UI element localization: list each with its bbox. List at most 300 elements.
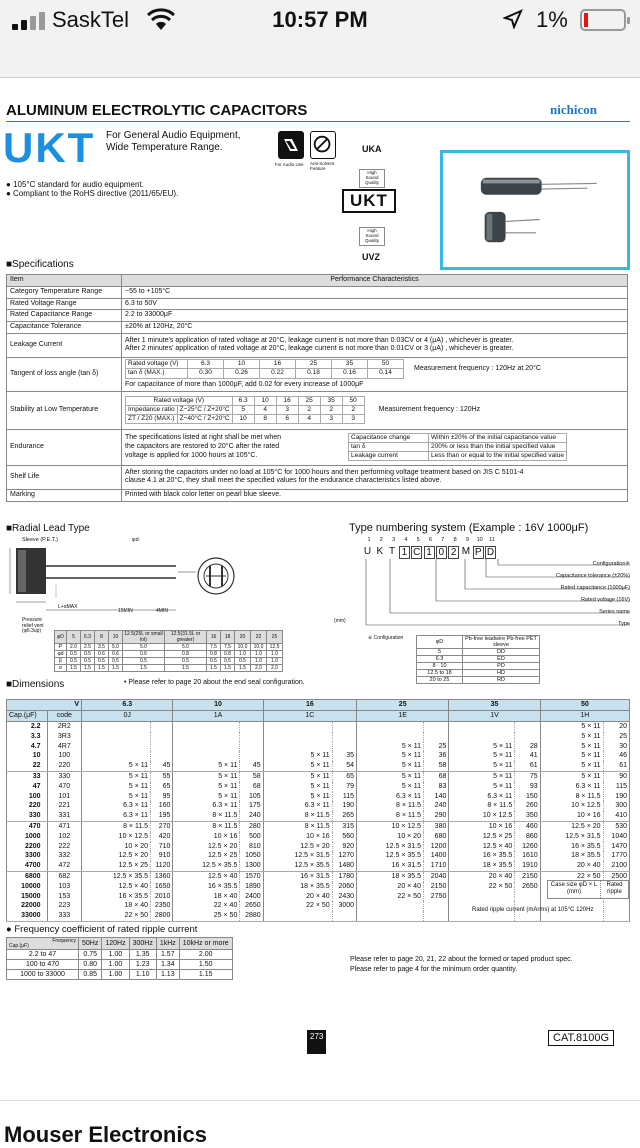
ripple-current: 810	[240, 842, 263, 852]
ripple-current	[332, 722, 356, 732]
shelf-text-1: After storing the capacitors under no load at 105°C for 1000 hours and then performing voltage treatment based on JIS C 5101-4	[125, 468, 524, 476]
case-size: 16 × 31.5	[263, 871, 332, 881]
cap-value: 10	[7, 751, 48, 761]
case-size: 5 × 11	[82, 782, 151, 792]
case-size: 5 × 11	[449, 771, 515, 781]
case-size: 6.3 × 11	[357, 792, 424, 802]
case-size	[173, 732, 240, 742]
ripple-current	[240, 722, 263, 732]
ripple-current: 20	[603, 722, 629, 732]
ripple-note: Rated ripple current (mArms) at 105°C 120Hz	[472, 907, 594, 913]
ripple-current: 115	[603, 782, 629, 792]
case-size	[173, 742, 240, 752]
config-title: ※ Configuration	[368, 635, 404, 641]
type-char: 2	[448, 546, 459, 559]
cap-value: 47	[7, 782, 48, 792]
stab-cell: 6.3	[232, 397, 254, 406]
ripple-current	[423, 732, 448, 742]
ripple-current	[332, 732, 356, 742]
case-size: 5 × 11	[357, 761, 424, 771]
ripple-current: 2060	[332, 882, 356, 892]
case-size	[173, 751, 240, 761]
end-text-3: voltage is applied for 1000 hours at 105°C.	[125, 451, 258, 459]
type-digit: 7	[441, 537, 445, 543]
ripple-current: 25	[603, 732, 629, 742]
ripple-current: 500	[240, 832, 263, 842]
stab-cell: 5	[232, 406, 254, 415]
case-size: 18 × 35.5	[263, 882, 332, 892]
case-size: 5 × 11	[82, 792, 151, 802]
ripple-current: 270	[151, 821, 173, 831]
freq-cell: 0.85	[79, 970, 102, 980]
lead-head: 12.5(25L or small lot)	[124, 631, 163, 643]
stab-cell: 50	[342, 397, 364, 406]
case-size: 25 × 50	[173, 911, 240, 921]
freq-cell: 1.00	[102, 960, 129, 970]
tan-cell: 50	[368, 360, 404, 369]
lead-cell: φd	[55, 651, 67, 658]
ripple-current: 55	[151, 771, 173, 781]
lead-spacing-table	[54, 630, 283, 672]
ripple-current: 2430	[332, 892, 356, 902]
case-size: 6.3 × 11	[82, 811, 151, 821]
cfg-cell: 20 to 25	[417, 677, 463, 684]
ripple-current: 68	[240, 782, 263, 792]
cap-value: 330	[7, 811, 48, 821]
cap-value: 2.2	[7, 722, 48, 732]
leak-text-2: After 2 minutes' application of rated voltage at 20°C, leakage current is not more than 0.01CV or 3 (μA) , whichever is greater.	[125, 345, 514, 353]
freq-head: 50Hz	[79, 938, 102, 950]
case-size: 12.5 × 35.5	[357, 851, 424, 861]
lead-cell: 1.5	[67, 665, 81, 672]
cap-code: 682	[47, 871, 82, 881]
spec-val: ±20% at 120Hz, 20°C	[122, 322, 628, 334]
case-size: 5 × 11	[263, 771, 332, 781]
freq-cell: 0.80	[79, 960, 102, 970]
cap-code: 472	[47, 861, 82, 871]
cfg-cell: HD	[463, 670, 540, 677]
ripple-current: 2100	[603, 861, 629, 871]
ripple-current: 58	[240, 771, 263, 781]
lead-cell: 1.0	[235, 651, 251, 658]
case-size	[357, 732, 424, 742]
ripple-current: 265	[332, 811, 356, 821]
spec-val: 6.3 to 50V	[122, 298, 628, 310]
case-size	[357, 901, 424, 911]
voltage-head: 10	[173, 700, 263, 711]
case-size: 12.5 × 20	[540, 821, 603, 831]
lead-head: 18	[221, 631, 235, 644]
ripple-current: 75	[515, 771, 540, 781]
series-name: UKT	[3, 124, 96, 171]
lead-cell: 2.0	[251, 665, 267, 672]
case-size: 6.3 × 11	[449, 792, 515, 802]
case-size: 16 × 35.5	[82, 892, 151, 902]
case-size	[263, 911, 332, 921]
icon-label-solvent: Anti-Solvent Feature	[310, 161, 335, 171]
note-formed: Please refer to page 20, 21, 22 about the formed or taped product spec.	[350, 956, 573, 963]
ripple-current: 2800	[151, 911, 173, 921]
end-val: Within ±20% of the initial capacitance value	[429, 434, 567, 443]
case-size: 16 × 35.5	[173, 882, 240, 892]
cfg-cell: RD	[463, 677, 540, 684]
lead-cell: 0.6	[123, 651, 165, 658]
lead-cell: 0.5	[207, 658, 221, 665]
cap-value: 220	[7, 801, 48, 811]
table-row	[7, 782, 630, 792]
stab-cell: Z−25°C / Z+20°C	[177, 406, 232, 415]
lead-head: 25	[267, 631, 283, 644]
case-size: 8 × 11.5	[540, 792, 603, 802]
table-row	[7, 801, 630, 811]
ripple-current: 1120	[151, 861, 173, 871]
table-row	[7, 821, 630, 831]
end-text-2: the capacitors are restored to 20°C after the rated	[125, 442, 280, 450]
lead-cell: 0.8	[207, 651, 221, 658]
ripple-current: 61	[515, 761, 540, 771]
cfg-cell: DD	[463, 649, 540, 656]
min4-label: 4MIN	[156, 608, 168, 614]
ripple-current: 36	[423, 751, 448, 761]
ripple-current: 290	[423, 811, 448, 821]
radial-lead-title: ■Radial Lead Type	[6, 523, 90, 534]
type-char: 0	[436, 546, 447, 559]
ripple-current: 2880	[240, 911, 263, 921]
address-bar[interactable]	[0, 40, 640, 78]
ripple-current: 1200	[423, 842, 448, 852]
ripple-current: 710	[151, 842, 173, 852]
cap-value: 3300	[7, 851, 48, 861]
tan-cell: 6.3	[188, 360, 224, 369]
lead-cell: 2.0	[267, 665, 283, 672]
case-size: 5 × 11	[357, 771, 424, 781]
type-char: T	[389, 546, 396, 557]
spec-key: Rated Capacitance Range	[7, 310, 122, 322]
legend-ripple: Rated ripple	[600, 881, 628, 898]
mm-label: (mm)	[334, 618, 346, 624]
case-size: 16 × 31.5	[357, 861, 424, 871]
product-photo	[440, 150, 630, 270]
ripple-current: 54	[332, 761, 356, 771]
ripple-current: 1610	[515, 851, 540, 861]
case-size: 5 × 11	[540, 771, 603, 781]
table-row	[7, 832, 630, 842]
cap-code: 471	[47, 821, 82, 831]
ripple-current: 1570	[240, 871, 263, 881]
freq-cell: 1.35	[129, 950, 156, 960]
pressure-label: Pressure relief vent (φ6.3up)	[22, 617, 44, 634]
voltage-code: 0J	[82, 711, 173, 722]
spec-key: Stability at Low Temperature	[7, 391, 122, 429]
ripple-current: 2150	[515, 871, 540, 881]
note-moq: Please refer to page 4 for the minimum order quantity.	[350, 966, 518, 973]
case-size: 16 × 35.5	[540, 842, 603, 852]
lead-head: 16	[207, 631, 221, 644]
lead-cell: 1.0	[251, 658, 267, 665]
lead-cell: 0.6	[95, 651, 109, 658]
end-text-1: The specifications listed at right shall be met when	[125, 434, 282, 442]
code-head: code	[47, 711, 82, 722]
case-size: 5 × 11	[540, 751, 603, 761]
ripple-current: 1650	[151, 882, 173, 892]
type-label: Type	[618, 621, 630, 627]
lead-cell: 3.5	[95, 644, 109, 651]
freq-cell: 1.00	[102, 950, 129, 960]
ripple-current: 1770	[603, 851, 629, 861]
lead-dia-label: φd	[132, 537, 139, 543]
battery-percent: 1%	[536, 7, 568, 32]
ripple-current: 260	[515, 801, 540, 811]
case-size: 5 × 11	[82, 771, 151, 781]
case-size: 10 × 12.5	[357, 821, 424, 831]
cap-value: 15000	[7, 892, 48, 902]
freq-corner-top: Frequency	[52, 938, 76, 944]
ripple-current: 61	[603, 761, 629, 771]
type-digit: 3	[392, 537, 396, 543]
stability-table	[125, 396, 365, 424]
type-digit: 1	[367, 537, 371, 543]
cap-value: 22000	[7, 901, 48, 911]
shelf-text-2: clause 4.1 at 20°C, they shall meet the specified values for the endurance characteristics listed above.	[125, 477, 442, 485]
cap-code: 3R3	[47, 732, 82, 742]
ripple-current: 45	[240, 761, 263, 771]
case-size: 6.3 × 11	[82, 801, 151, 811]
case-size: 5 × 11	[263, 792, 332, 802]
cap-code: 103	[47, 882, 82, 892]
case-size	[82, 732, 151, 742]
ripple-current: 1050	[240, 851, 263, 861]
spec-key: Shelf Life	[7, 465, 122, 489]
table-row	[7, 751, 630, 761]
case-size	[263, 722, 332, 732]
case-size: 5 × 11	[263, 751, 332, 761]
case-size: 20 × 40	[357, 882, 424, 892]
freq-cell: 0.75	[79, 950, 102, 960]
freq-cell: 100 to 470	[7, 960, 79, 970]
case-size	[449, 892, 515, 902]
case-size: 5 × 11	[449, 761, 515, 771]
ripple-current: 195	[151, 811, 173, 821]
stab-cell: 8	[254, 415, 276, 424]
ripple-current: 2150	[423, 882, 448, 892]
spec-key: Leakage Current	[7, 333, 122, 357]
end-key: tan δ	[349, 443, 429, 452]
ripple-current	[603, 911, 629, 921]
tan-cell: 0.18	[296, 369, 332, 378]
case-size: 5 × 11	[540, 742, 603, 752]
tan-cell: 16	[260, 360, 296, 369]
cfg-cell: ED	[463, 656, 540, 663]
voltage-code: 1E	[357, 711, 449, 722]
case-size	[82, 722, 151, 732]
cap-code: 4R7	[47, 742, 82, 752]
table-row	[7, 742, 630, 752]
voltage-code: 1A	[173, 711, 263, 722]
voltage-code: 1V	[449, 711, 540, 722]
case-size: 22 × 50	[263, 901, 332, 911]
ripple-current: 1890	[240, 882, 263, 892]
ripple-current: 280	[240, 821, 263, 831]
case-size: 8 × 11.5	[82, 821, 151, 831]
stab-cell: 4	[298, 415, 320, 424]
ripple-current: 140	[423, 792, 448, 802]
catalog-number: CAT.8100G	[548, 1030, 614, 1046]
case-size: 12.5 × 40	[449, 842, 515, 852]
type-char: 1	[424, 546, 435, 559]
audio-use-icon	[278, 131, 304, 159]
cap-code: 333	[47, 911, 82, 921]
case-size	[263, 732, 332, 742]
case-size: 16 × 35.5	[449, 851, 515, 861]
lead-head: 8	[95, 631, 109, 644]
sleeve-label: Sleeve (P.E.T.)	[22, 537, 58, 543]
lead-cell: 1.5	[207, 665, 221, 672]
cap-code: 100	[47, 751, 82, 761]
type-digit: 10	[476, 537, 483, 543]
case-size: 12.5 × 20	[173, 842, 240, 852]
spec-key: Endurance	[7, 429, 122, 465]
type-digit: 5	[416, 537, 420, 543]
ripple-current	[515, 732, 540, 742]
ripple-current: 420	[151, 832, 173, 842]
case-size: 5 × 11	[173, 782, 240, 792]
voltage-head: 35	[449, 700, 540, 711]
tan-note: Measurement frequency : 120Hz at 20°C	[414, 364, 541, 372]
case-size: 10 × 16	[173, 832, 240, 842]
stab-cell: 6	[276, 415, 298, 424]
case-size: 18 × 40	[82, 901, 151, 911]
lead-cell: 1.0	[251, 651, 267, 658]
cfg-cell: 8 · 10	[417, 663, 463, 670]
case-size: 6.3 × 11	[540, 782, 603, 792]
stab-cell: 10	[232, 415, 254, 424]
case-size: 22 × 50	[82, 911, 151, 921]
lead-cell: 1.0	[267, 658, 283, 665]
uka-label: UKA	[362, 144, 382, 154]
cfg-cell: PD	[463, 663, 540, 670]
ripple-current: 65	[151, 782, 173, 792]
case-size	[357, 722, 424, 732]
case-size: 12.5 × 35.5	[82, 871, 151, 881]
carrier-name: SaskTel	[52, 7, 130, 32]
type-digit: 4	[404, 537, 408, 543]
ripple-current: 530	[603, 821, 629, 831]
cap-head: Cap.(μF)	[7, 711, 48, 722]
table-row	[7, 771, 630, 781]
ripple-current: 1260	[515, 842, 540, 852]
ripple-current: 90	[603, 771, 629, 781]
case-size: 12.5 × 25	[449, 832, 515, 842]
spec-val: Printed with black color letter on pearl blue sleeve.	[122, 489, 628, 501]
frequency-title: ● Frequency coefficient of rated ripple current	[6, 924, 198, 935]
lead-cell: 2.0	[67, 644, 81, 651]
case-size: 10 × 16	[449, 821, 515, 831]
lead-head: 10	[109, 631, 123, 644]
case-size: 10 × 20	[82, 842, 151, 852]
cap-code: 153	[47, 892, 82, 902]
series-desc-2: Wide Temperature Range.	[106, 142, 223, 153]
lead-head: 6.3	[81, 631, 95, 644]
lead-cell: 0.5	[109, 658, 123, 665]
uvz-label: UVZ	[362, 252, 380, 262]
ripple-current: 2400	[240, 892, 263, 902]
cfg-head: Pb-free leadwire Pb-free PET sleeve	[463, 636, 540, 649]
stab-cell: 2	[298, 406, 320, 415]
ripple-current: 45	[151, 761, 173, 771]
lead-head: 5	[67, 631, 81, 644]
case-size: 5 × 11	[540, 732, 603, 742]
voltage-head: 6.3	[82, 700, 173, 711]
case-size: 8 × 11.5	[357, 801, 424, 811]
endurance-table	[348, 433, 567, 461]
voltage-head: 16	[263, 700, 356, 711]
ripple-current: 93	[515, 782, 540, 792]
ripple-current: 560	[332, 832, 356, 842]
stab-cell: 3	[320, 415, 342, 424]
case-size: 8 × 11.5	[263, 821, 332, 831]
bullet-1: ● 105°C standard for audio equipment.	[6, 180, 144, 189]
ripple-current: 1780	[332, 871, 356, 881]
ripple-current	[515, 722, 540, 732]
cap-code: 221	[47, 801, 82, 811]
ripple-current: 190	[332, 801, 356, 811]
ripple-current: 2650	[515, 882, 540, 892]
type-char: M	[461, 546, 471, 557]
tan-cell: Rated voltage (V)	[126, 360, 188, 369]
dimensions-title: ■Dimensions	[6, 679, 65, 690]
ripple-current: 58	[423, 761, 448, 771]
ripple-current: 190	[603, 792, 629, 802]
table-row	[7, 851, 630, 861]
case-size: 10 × 20	[357, 832, 424, 842]
lead-cell: 0.5	[235, 658, 251, 665]
ripple-current: 680	[423, 832, 448, 842]
type-char: 1	[399, 546, 410, 559]
type-label: Configuration※	[592, 561, 630, 567]
case-size: 8 × 11.5	[263, 811, 332, 821]
case-size: 12.5 × 25	[82, 861, 151, 871]
hsq-badge-2: High Sound Quality	[359, 227, 385, 246]
section-title: ALUMINUM ELECTROLYTIC CAPACITORS	[6, 102, 308, 119]
brand-logo: nichicon	[550, 102, 597, 117]
ripple-current	[603, 901, 629, 911]
lead-cell: 0.8	[221, 651, 235, 658]
voltage-code: 1C	[263, 711, 356, 722]
ripple-current: 315	[332, 821, 356, 831]
ripple-current	[151, 732, 173, 742]
lead-cell: 1.5	[165, 665, 207, 672]
stab-cell: Rated voltage (V)	[126, 397, 233, 406]
tan-cell: 35	[332, 360, 368, 369]
ripple-current: 3000	[332, 901, 356, 911]
stab-cell: 25	[298, 397, 320, 406]
case-size: 10 × 16	[263, 832, 332, 842]
lead-cell: 0.5	[67, 658, 81, 665]
cap-code: 331	[47, 811, 82, 821]
tan-cell: tan δ (MAX.)	[126, 369, 188, 378]
table-row	[7, 871, 630, 881]
ripple-current: 380	[423, 821, 448, 831]
tan-foot: For capacitance of more than 1000μF, add 0.02 for every increase of 1000μF	[125, 380, 364, 388]
case-size: 12.5 × 31.5	[263, 851, 332, 861]
case-size: 18 × 40	[173, 892, 240, 902]
stab-cell: 2	[320, 406, 342, 415]
anti-solvent-icon	[310, 131, 336, 159]
spec-key: Category Temperature Range	[7, 286, 122, 298]
ripple-current: 28	[515, 742, 540, 752]
lead-head: 20	[235, 631, 251, 644]
type-digit: 11	[489, 537, 495, 543]
